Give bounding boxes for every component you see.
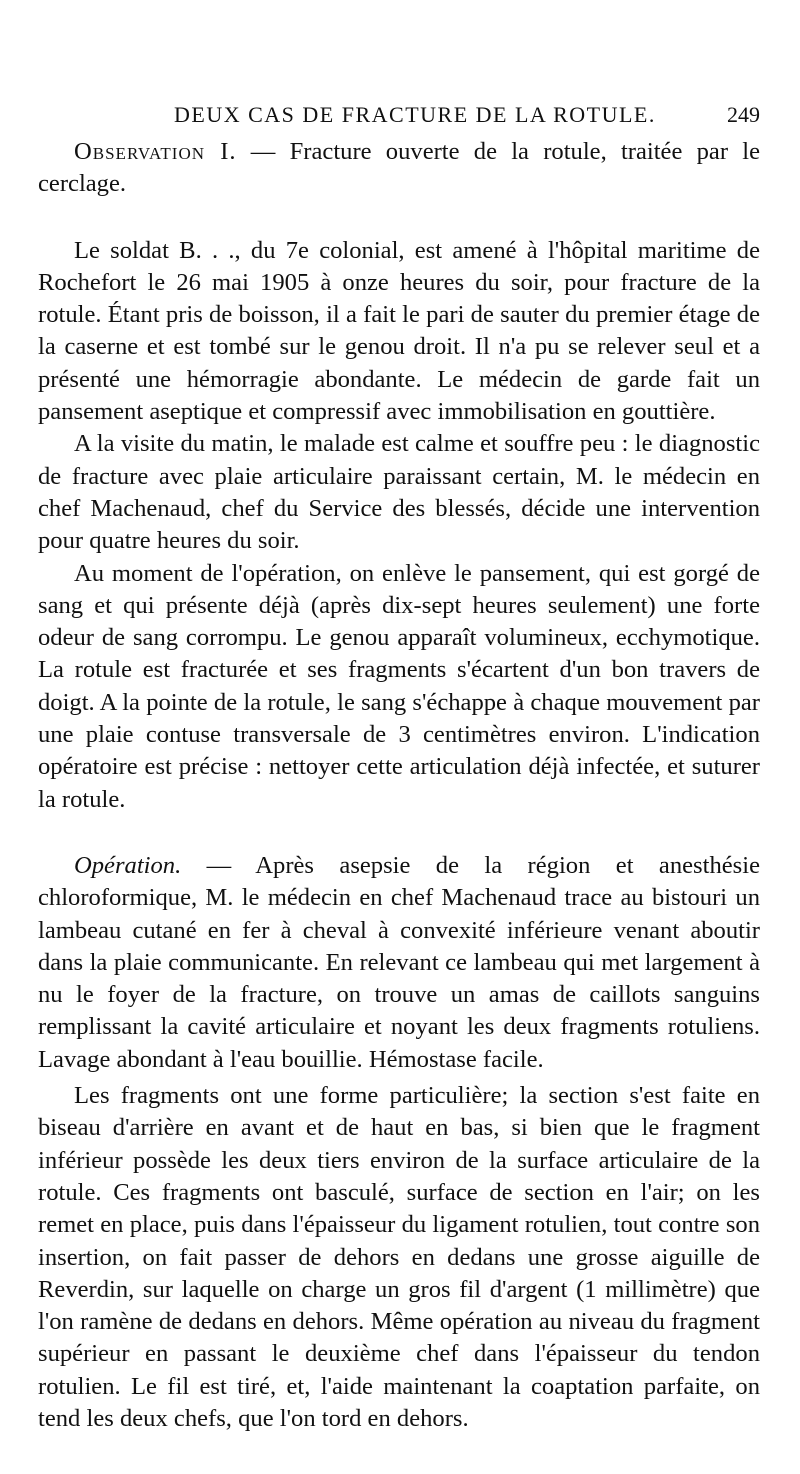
paragraph-operation xyxy=(38,850,760,1076)
paragraph-2: A la visite du matin, le malade est calme et souffre peu : le diagnostic de fracture avec plaie articulaire paraissant certain, M. le médecin en chef Machenaud, chef du Service des blessés, décide une intervention pour quatre heures du soir. xyxy=(38,430,760,555)
running-head xyxy=(38,92,760,136)
operation-text: — Après asepsie de la région et anesthésie chloroformique, M. le médecin en chef Machenaud trace au bistouri un lambeau cutané en fer à cheval à convexité inférieure venant aboutir dans la plaie communicante. En relevant ce lambeau qui met largement à nu le foyer de la fracture, on trouve un amas de caillots sanguins remplissant la cavité articulaire et noyant les deux fragments rotuliens. Lavage abondant à l'eau bouillie. Hémostase facile. xyxy=(38,851,760,1073)
section-gap xyxy=(38,816,760,850)
running-head-title: DEUX CAS DE FRACTURE DE LA ROTULE. xyxy=(174,102,656,127)
body-text xyxy=(38,136,760,1435)
book-page xyxy=(38,92,760,1435)
paragraph-5: Les fragments ont une forme particulière; la section s'est faite en biseau d'arrière en avant et de haut en bas, si bien que le fragment inférieur possède les deux tiers environ de la surface articulaire de la rotule. Ces fragments ont basculé, surface de section en l'air; on les remet en place, puis dans l'épaisseur du ligament rotulien, tout contre son insertion, on fait passer de dehors en dedans une grosse aiguille de Reverdin, sur laquelle on charge un gros fil d'argent (1 millimètre) que l'on ramène de dedans en dehors. Même opération au niveau du fragment supérieur en passant le deuxième chef dans l'épaisseur du tendon rotulien. Le fil est tiré, et, l'aide maintenant la coaptation parfaite, on tend les deux chefs, que l'on tord en dehors. xyxy=(38,1082,760,1432)
observation-title: — Fracture ouverte de la rotule, traitée par le cerclage. xyxy=(38,138,760,198)
observation-heading xyxy=(38,136,760,201)
paragraph-1: Le soldat B. . ., du 7e colonial, est amené à l'hôpital maritime de Rochefort le 26 mai 1905 à onze heures du soir, pour fracture de la rotule. Étant pris de boisson, il a fait le pari de sauter du premier étage de la caserne et est tombé sur le genou droit. Il n'a pu se relever seul et a présenté une hémorragie abondante. Le médecin de garde fait un pansement aseptique et compressif avec immobilisation en gouttière. xyxy=(38,236,760,426)
paragraph-3: Au moment de l'opération, on enlève le pansement, qui est gorgé de sang et qui présente déjà (après dix-sept heures seulement) une forte odeur de sang corrompu. Le genou apparaît volumineux, ecchymotique. La rotule est fracturée et ses fragments s'écartent d'un bon travers de doigt. A la pointe de la rotule, le sang s'échappe à chaque mouvement par une plaie contuse transversale de 3 centimètres environ. L'indication opératoire est précise : nettoyer cette articulation déjà infectée, et suturer la rotule. xyxy=(38,559,760,813)
operation-label: Opération. xyxy=(74,851,182,879)
observation-label: Observation I. xyxy=(74,138,237,165)
section-gap xyxy=(38,201,760,235)
page-number: 249 xyxy=(727,102,760,127)
